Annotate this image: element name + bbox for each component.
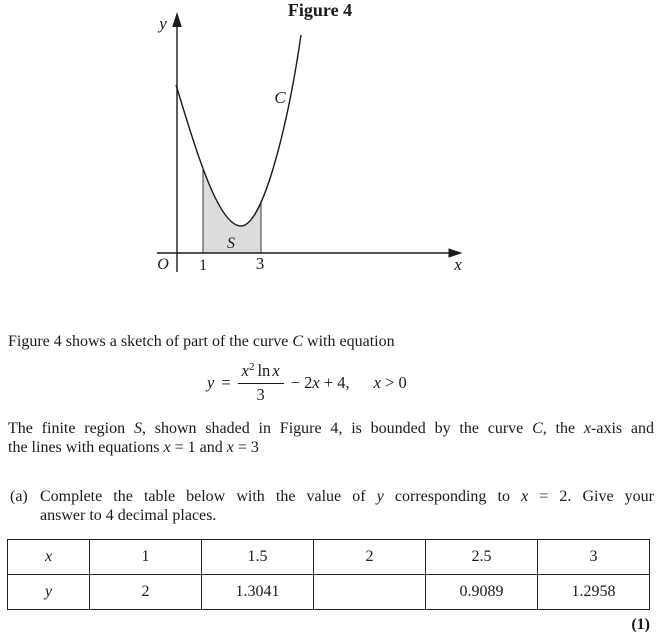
desc-text: , shown shaded in Figure 4, is bounded by the curve <box>141 420 533 437</box>
fraction-denominator: 3 <box>256 385 265 404</box>
var-x: x <box>373 373 381 392</box>
intro-paragraph <box>8 332 656 351</box>
var-C: C <box>532 420 543 437</box>
y-value-cell: 1.3041 <box>202 575 314 610</box>
exponent: 2 <box>248 361 255 373</box>
y-value-cell: 0.9089 <box>426 575 538 610</box>
condition-text: > 0 <box>380 373 407 392</box>
y-value-cell: 1.2958 <box>538 575 650 610</box>
question-part-a <box>10 487 654 525</box>
x-value-cell: 2 <box>314 540 426 575</box>
x-value-cell: 2.5 <box>426 540 538 575</box>
figure-caption: Figure 4 <box>287 0 353 20</box>
equation-text: − 2 <box>290 373 313 392</box>
intro-text: Figure 4 shows a sketch of part of the curve <box>8 333 293 350</box>
var-x: x <box>226 439 234 456</box>
part-a-body <box>40 487 654 525</box>
row-header-x: x <box>8 540 90 575</box>
origin-label: O <box>157 256 169 273</box>
equation-text: + 4, <box>319 373 350 392</box>
desc-text: = 1 and <box>170 439 227 456</box>
curve-equation <box>207 361 407 405</box>
var-y: y <box>207 373 215 392</box>
tick-label-3: 3 <box>255 254 265 273</box>
var-x: x <box>583 420 592 437</box>
table-row-y <box>8 575 650 610</box>
intro-text: with equation <box>303 333 395 350</box>
x-value-cell: 1.5 <box>202 540 314 575</box>
row-header-y: y <box>8 575 90 610</box>
var-x: x <box>521 488 529 505</box>
var-x: x <box>163 439 171 456</box>
y-value-cell: 2 <box>90 575 202 610</box>
part-a-line-1 <box>40 487 654 506</box>
region-label-S: S <box>227 235 235 252</box>
desc-text: The finite region <box>8 420 134 437</box>
desc-text: , the <box>542 420 584 437</box>
var-x: x <box>272 361 280 380</box>
answer-cell-x2[interactable] <box>314 575 426 610</box>
var-x: x <box>241 361 249 380</box>
var-y: y <box>376 488 384 505</box>
figure-4-sketch <box>0 0 662 292</box>
var-x: x <box>312 373 320 392</box>
part-label: (a) <box>10 488 28 505</box>
part-a-text: = 2. Give your <box>528 488 655 505</box>
value-table <box>7 539 650 610</box>
var-C: C <box>292 333 304 350</box>
equation-tail <box>291 373 350 393</box>
y-axis-label: y <box>159 14 167 33</box>
curve-C-path <box>176 35 301 226</box>
ln-operator: ln <box>257 361 271 380</box>
marks-badge: (1) <box>631 616 650 633</box>
part-a-text: Complete the table below with the value of <box>40 488 377 505</box>
table-row-x <box>8 540 650 575</box>
x-value-cell: 3 <box>538 540 650 575</box>
equals-sign: = <box>221 373 231 392</box>
fraction-numerator <box>238 361 284 384</box>
description-line-1 <box>8 419 654 438</box>
region-description <box>8 419 654 457</box>
var-S: S <box>133 420 142 437</box>
description-line-2 <box>8 438 654 457</box>
domain-condition <box>374 373 407 393</box>
desc-text: -axis and <box>591 420 655 437</box>
fraction <box>238 361 284 405</box>
part-a-text: corresponding to <box>383 488 522 505</box>
desc-text: the lines with equations <box>8 439 164 456</box>
tick-label-1: 1 <box>199 257 207 274</box>
curve-label-C: C <box>274 88 286 107</box>
part-a-line-2: answer to 4 decimal places. <box>40 507 217 524</box>
x-value-cell: 1 <box>90 540 202 575</box>
x-axis-label: x <box>454 255 462 274</box>
desc-text: = 3 <box>233 439 259 456</box>
